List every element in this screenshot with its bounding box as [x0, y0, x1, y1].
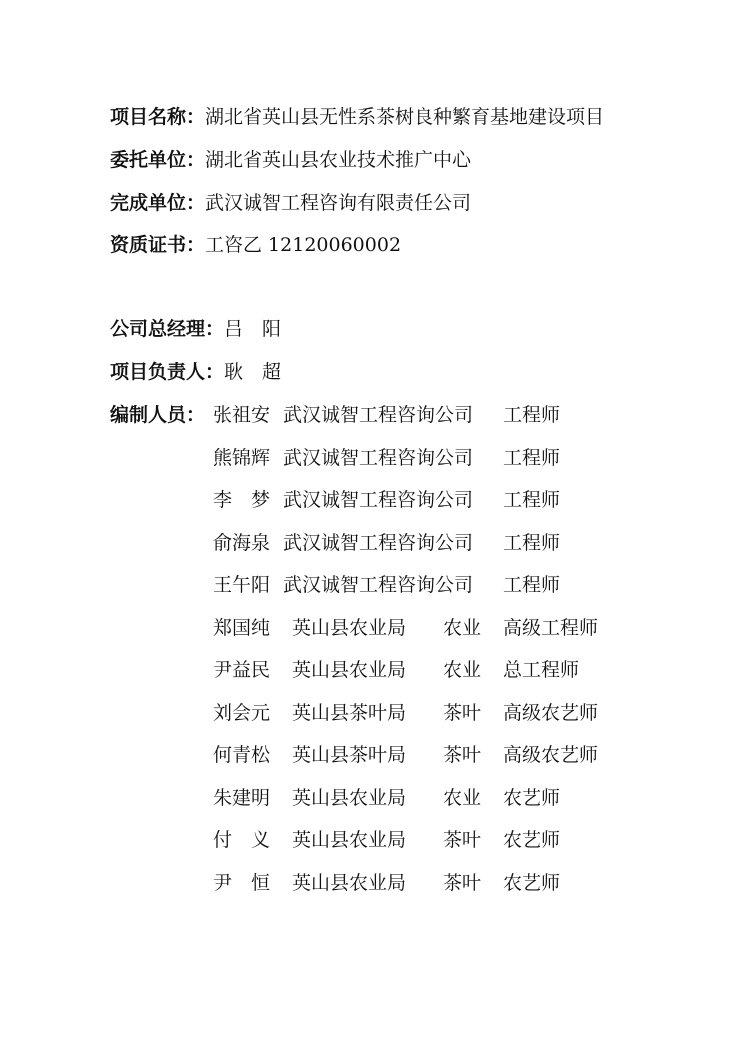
client-value: 湖北省英山县农业技术推广中心: [205, 149, 472, 171]
staff-org: 武汉诚智工程咨询公司: [283, 447, 474, 469]
staff-name: 俞海泉: [213, 532, 271, 554]
general-manager-value: 吕 阳: [224, 318, 282, 340]
certificate-label: 资质证书：: [110, 234, 206, 256]
staff-title: 农艺师: [503, 787, 561, 809]
staff-org: 武汉诚智工程咨询公司: [283, 532, 474, 554]
general-manager-label: 公司总经理：: [110, 318, 225, 340]
staff-org: 英山县农业局: [292, 617, 407, 639]
staff-title: 工程师: [503, 574, 561, 596]
staff-label-line: [110, 400, 205, 430]
project-lead-label: 项目负责人：: [110, 361, 225, 383]
staff-name: 付 义: [213, 829, 271, 851]
staff-field: 茶叶: [443, 872, 482, 894]
staff-title: 高级农艺师: [503, 702, 599, 724]
staff-title: 总工程师: [503, 659, 580, 681]
staff-name: 郑国纯: [213, 617, 271, 639]
project-name-label: 项目名称：: [110, 106, 206, 128]
staff-field: 农业: [443, 617, 482, 639]
contractor-line: [110, 188, 471, 218]
staff-field: 农业: [443, 787, 482, 809]
staff-title: 工程师: [503, 404, 561, 426]
staff-org: 英山县茶叶局: [292, 702, 407, 724]
staff-field: 茶叶: [443, 829, 482, 851]
staff-name: 刘会元: [213, 702, 271, 724]
staff-title: 高级农艺师: [503, 744, 599, 766]
project-lead-line: [110, 357, 281, 387]
project-lead-value: 耿 超: [224, 361, 282, 383]
staff-org: 武汉诚智工程咨询公司: [283, 574, 474, 596]
staff-title: 工程师: [503, 447, 561, 469]
staff-org: 英山县农业局: [292, 787, 407, 809]
staff-field: 茶叶: [443, 702, 482, 724]
project-name-line: [110, 102, 604, 132]
contractor-label: 完成单位：: [110, 192, 206, 214]
contractor-value: 武汉诚智工程咨询有限责任公司: [205, 192, 472, 214]
staff-org: 武汉诚智工程咨询公司: [283, 489, 474, 511]
staff-title: 高级工程师: [503, 617, 599, 639]
staff-name: 尹 恒: [213, 872, 271, 894]
project-name-value: 湖北省英山县无性系茶树良种繁育基地建设项目: [205, 106, 605, 128]
staff-name: 熊锦辉: [213, 447, 271, 469]
staff-title: 农艺师: [503, 829, 561, 851]
staff-org: 英山县农业局: [292, 659, 407, 681]
general-manager-line: [110, 314, 281, 344]
certificate-line: [110, 230, 401, 260]
staff-field: 茶叶: [443, 744, 482, 766]
staff-org: 英山县茶叶局: [292, 744, 407, 766]
staff-title: 农艺师: [503, 872, 561, 894]
staff-org: 武汉诚智工程咨询公司: [283, 404, 474, 426]
certificate-value: 工咨乙 12120060002: [205, 234, 402, 256]
staff-field: 农业: [443, 659, 482, 681]
staff-org: 英山县农业局: [292, 829, 407, 851]
staff-name: 朱建明: [213, 787, 271, 809]
staff-title: 工程师: [503, 532, 561, 554]
staff-name: 王午阳: [213, 574, 271, 596]
staff-name: 张祖安: [213, 404, 271, 426]
staff-org: 英山县农业局: [292, 872, 407, 894]
staff-name: 李 梦: [213, 489, 271, 511]
staff-name: 何青松: [213, 744, 271, 766]
client-label: 委托单位：: [110, 149, 206, 171]
staff-name: 尹益民: [213, 659, 271, 681]
staff-label: 编制人员：: [110, 404, 206, 426]
client-line: [110, 145, 471, 175]
staff-title: 工程师: [503, 489, 561, 511]
